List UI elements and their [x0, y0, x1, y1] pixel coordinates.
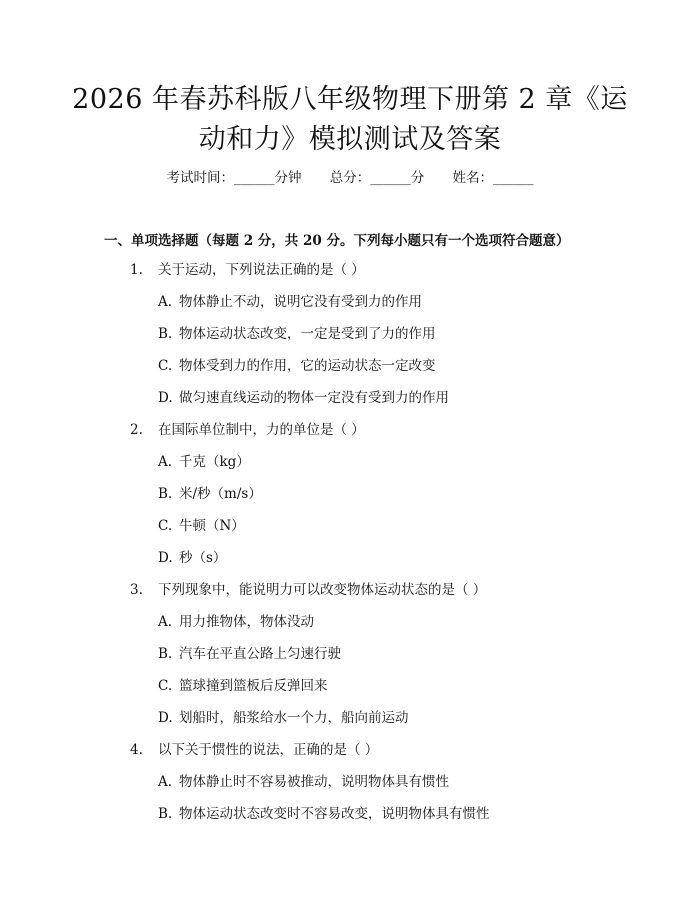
question-text: 下列现象中，能说明力可以改变物体运动状态的是（ ） [158, 582, 487, 598]
option-letter: D. [158, 390, 173, 406]
option-text: 米/秒（m/s） [179, 486, 262, 502]
question-3-option-c [158, 676, 328, 696]
option-text: 汽车在平直公路上匀速行驶 [179, 646, 341, 662]
option-letter: B. [158, 806, 173, 822]
option-letter: D. [158, 550, 173, 566]
option-text: 用力推物体，物体没动 [179, 614, 314, 630]
question-2-option-c [158, 516, 245, 536]
option-text: 做匀速直线运动的物体一定没有受到力的作用 [179, 390, 449, 406]
option-letter: C. [158, 678, 173, 694]
exam-time-field: 考试时间：______分钟 [166, 170, 302, 186]
question-2-option-b [158, 484, 262, 504]
question-number: 2. [130, 422, 143, 438]
option-letter: C. [158, 358, 173, 374]
question-3-option-b [158, 644, 341, 664]
question-2-option-a [158, 452, 250, 472]
question-1-option-d [158, 388, 449, 408]
question-4-option-b [158, 804, 490, 824]
option-text: 千克（kg） [179, 454, 250, 470]
option-letter: B. [158, 326, 173, 342]
question-text: 以下关于惯性的说法，正确的是（ ） [158, 742, 379, 758]
question-number: 4. [130, 742, 143, 758]
question-2 [130, 420, 365, 440]
option-letter: D. [158, 710, 173, 726]
option-text: 划船时，船浆给水一个力，船向前运动 [179, 710, 409, 726]
total-score-field: 总分：______分 [329, 170, 425, 186]
page-title: 2026 年春苏科版八年级物理下册第 2 章《运动和力》模拟测试及答案 [72, 84, 628, 155]
option-text: 牛顿（N） [179, 518, 245, 534]
option-letter: A. [158, 294, 173, 310]
option-letter: B. [158, 646, 173, 662]
exam-info-line [0, 168, 700, 188]
student-name-field: 姓名：______ [452, 170, 534, 186]
question-3 [130, 580, 486, 600]
option-letter: A. [158, 614, 173, 630]
question-1-option-b [158, 324, 436, 344]
option-text: 物体运动状态改变时不容易改变，说明物体具有惯性 [179, 806, 490, 822]
option-letter: A. [158, 774, 173, 790]
question-3-option-d [158, 708, 409, 728]
section-heading: 一、单项选择题（每题 2 分，共 20 分。下列每小题只有一个选项符合题意） [104, 233, 570, 249]
question-number: 3. [130, 582, 143, 598]
option-letter: B. [158, 486, 173, 502]
question-1 [130, 260, 365, 280]
question-text: 在国际单位制中，力的单位是（ ） [158, 422, 365, 438]
question-2-option-d [158, 548, 226, 568]
question-1-option-c [158, 356, 436, 376]
option-text: 物体静止时不容易被推动，说明物体具有惯性 [179, 774, 449, 790]
question-number: 1. [130, 262, 143, 278]
question-text: 关于运动，下列说法正确的是（ ） [158, 262, 365, 278]
option-text: 篮球撞到篮板后反弹回来 [179, 678, 328, 694]
option-text: 秒（s） [179, 550, 227, 566]
option-text: 物体受到力的作用，它的运动状态一定改变 [179, 358, 436, 374]
option-letter: C. [158, 518, 173, 534]
option-letter: A. [158, 454, 173, 470]
option-text: 物体运动状态改变，一定是受到了力的作用 [179, 326, 436, 342]
option-text: 物体静止不动，说明它没有受到力的作用 [179, 294, 422, 310]
question-4 [130, 740, 378, 760]
question-3-option-a [158, 612, 314, 632]
question-1-option-a [158, 292, 422, 312]
question-4-option-a [158, 772, 449, 792]
